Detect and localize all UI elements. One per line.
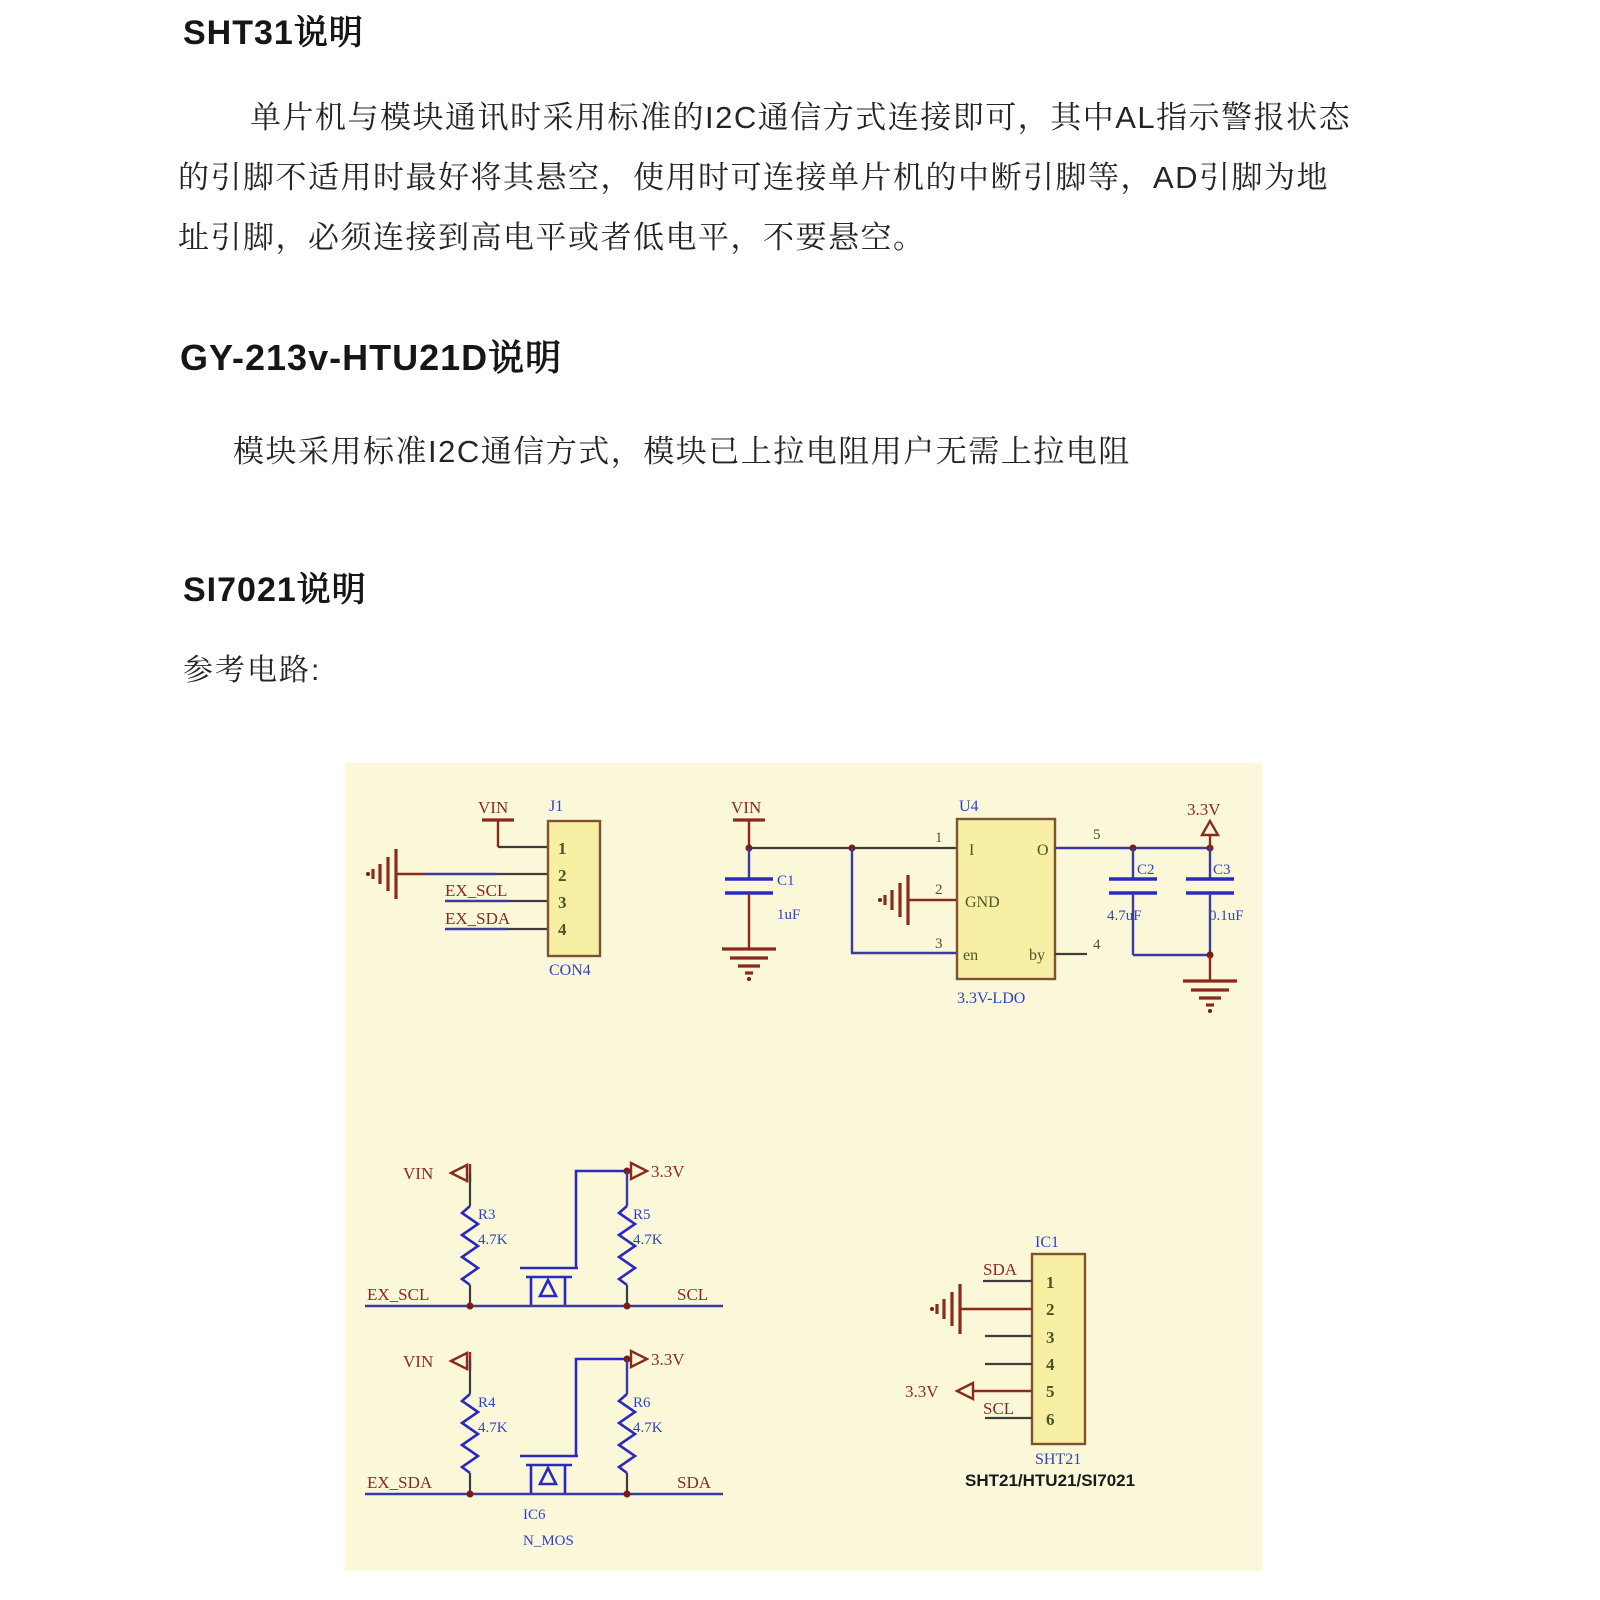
j1-box	[548, 821, 600, 956]
r5-ref: R5	[633, 1207, 651, 1223]
j1-part: CON4	[549, 962, 591, 979]
net-label-ex-sda: EX_SDA	[367, 1473, 433, 1492]
ic1-pin-2: 2	[1046, 1300, 1055, 1319]
net-label-3v3: 3.3V	[1187, 800, 1221, 819]
ic1-pin-6: 6	[1046, 1410, 1055, 1429]
net-label-3v3: 3.3V	[651, 1350, 685, 1369]
c1-ref: C1	[777, 873, 795, 889]
power-arrow-icon	[631, 1351, 647, 1367]
c2-val: 4.7uF	[1107, 908, 1142, 924]
capacitor-c1	[725, 848, 800, 949]
r3-val: 4.7K	[478, 1232, 508, 1248]
net-label-scl: SCL	[677, 1285, 709, 1304]
j1-ref: J1	[549, 798, 564, 815]
ic1-box	[1032, 1254, 1085, 1444]
ic1-part: SHT21	[1035, 1451, 1082, 1468]
ground-icon	[930, 1284, 960, 1334]
net-label-ex-scl: EX_SCL	[367, 1285, 430, 1304]
net-label-sda: SDA	[983, 1260, 1018, 1279]
ground-icon	[722, 949, 776, 981]
net-label-scl: SCL	[983, 1399, 1015, 1418]
power-arrow-icon	[631, 1163, 647, 1179]
capacitor-c3	[1186, 848, 1244, 955]
r6-val: 4.7K	[633, 1420, 663, 1436]
paragraph-line: 模块采用标准I2C通信方式，模块已上拉电阻用户无需上拉电阻	[233, 434, 1131, 469]
j1-pin-3: 3	[558, 893, 567, 912]
power-arrow-icon	[451, 1165, 467, 1181]
ground-icon	[878, 875, 908, 925]
ic1-pin-4: 4	[1046, 1355, 1055, 1374]
heading-sht31: SHT31说明	[183, 14, 364, 52]
ic1-subtitle: SHT21/HTU21/SI7021	[965, 1471, 1136, 1490]
paragraph-line: 址引脚，必须连接到高电平或者低电平，不要悬空。	[178, 220, 926, 255]
power-arrow-icon	[451, 1353, 467, 1369]
net-label-vin: VIN	[403, 1352, 434, 1371]
u4-num-3: 3	[935, 936, 943, 952]
u4-pin-gnd: GND	[965, 894, 1000, 911]
u4-pin-by: by	[1029, 947, 1045, 964]
net-label-vin: VIN	[403, 1164, 434, 1183]
net-label-3v3: 3.3V	[651, 1162, 685, 1181]
u4-part: 3.3V-LDO	[957, 990, 1026, 1007]
c3-val: 0.1uF	[1209, 908, 1244, 924]
paragraph-line: 的引脚不适用时最好将其悬空，使用时可连接单片机的中断引脚等，AD引脚为地	[178, 160, 1330, 195]
sda-level-shifter	[365, 1350, 723, 1549]
u4-pin-o: O	[1037, 842, 1049, 859]
r4-val: 4.7K	[478, 1420, 508, 1436]
heading-gy213v: GY-213v-HTU21D说明	[180, 337, 563, 378]
mosfet-icon	[520, 1171, 627, 1306]
ic6-ref: IC6	[523, 1507, 546, 1523]
scl-level-shifter	[365, 1162, 723, 1310]
u4-ref: U4	[959, 798, 979, 815]
j1-pin-4: 4	[558, 920, 567, 939]
net-label-sda: SDA	[677, 1473, 712, 1492]
r3-ref: R3	[478, 1207, 496, 1223]
resistor-r4	[462, 1394, 478, 1473]
paragraph-line: 单片机与模块通讯时采用标准的I2C通信方式连接即可，其中AL指示警报状态	[250, 100, 1352, 135]
j1-pin-2: 2	[558, 866, 567, 885]
schematic-panel	[345, 763, 1262, 1571]
u4-num-2: 2	[935, 882, 943, 898]
u4-pin-en: en	[963, 947, 979, 964]
ic1-connector	[905, 1234, 1135, 1490]
power-arrow-icon	[1202, 821, 1218, 835]
r6-ref: R6	[633, 1395, 651, 1411]
j1-connector	[366, 798, 600, 979]
mosfet-icon	[520, 1359, 627, 1494]
c3-ref: C3	[1213, 862, 1231, 878]
net-label-vin: VIN	[478, 798, 509, 817]
u4-pin-i: I	[969, 842, 975, 859]
net-label-ex-scl: EX_SCL	[445, 881, 508, 900]
capacitor-c2	[1107, 848, 1157, 955]
ic1-ref: IC1	[1035, 1234, 1059, 1251]
u4-num-1: 1	[935, 830, 943, 846]
net-label-vin: VIN	[731, 798, 762, 817]
ground-icon	[366, 849, 396, 899]
j1-pin-1: 1	[558, 839, 567, 858]
c2-ref: C2	[1137, 862, 1155, 878]
net-label-3v3: 3.3V	[905, 1382, 939, 1401]
power-arrow-icon	[957, 1383, 973, 1399]
r5-val: 4.7K	[633, 1232, 663, 1248]
ic1-pin-3: 3	[1046, 1328, 1055, 1347]
reference-circuit-caption: 参考电路:	[183, 654, 322, 687]
schematic-svg	[345, 763, 1262, 1571]
resistor-r3	[462, 1206, 478, 1285]
u4-num-4: 4	[1093, 937, 1101, 953]
u4-num-5: 5	[1093, 827, 1101, 843]
net-label-ex-sda: EX_SDA	[445, 909, 511, 928]
ground-icon	[1183, 981, 1237, 1013]
ic1-pin-5: 5	[1046, 1382, 1055, 1401]
c1-val: 1uF	[777, 907, 801, 923]
heading-si7021: SI7021说明	[183, 571, 367, 609]
ic6-part: N_MOS	[523, 1533, 574, 1549]
ldo-section	[722, 798, 1244, 1013]
r4-ref: R4	[478, 1395, 496, 1411]
ic1-pin-1: 1	[1046, 1273, 1055, 1292]
